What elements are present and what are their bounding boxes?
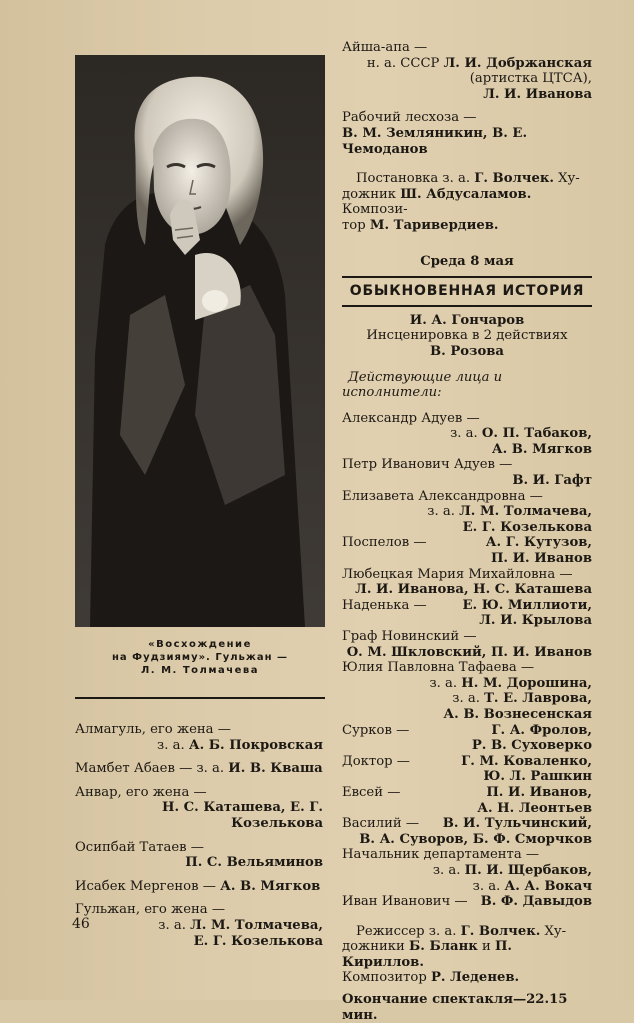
page-number: 46 bbox=[72, 916, 90, 932]
cast-row: Сурков — Г. А. Фролов, bbox=[342, 722, 592, 738]
cast-row: Доктор — Г. М. Коваленко, bbox=[342, 753, 592, 769]
cast-actor: П. С. Вельяминов bbox=[185, 855, 323, 871]
cast-role: Петр Иванович Адуев — bbox=[342, 457, 513, 473]
photo-caption bbox=[75, 638, 325, 677]
cast-role: Юлия Павловна Тафаева — bbox=[342, 660, 535, 676]
cast-role: Александр Адуев — bbox=[342, 410, 480, 426]
caption-line-1: «Восхождение bbox=[148, 639, 252, 650]
cast-actor: Н. С. Каташева, Е. Г. Козелькова bbox=[162, 800, 323, 831]
cast-role: Начальник департамента — bbox=[342, 847, 540, 863]
cast-heading: Действующие лица и исполнители: bbox=[342, 369, 503, 401]
cast-role: Осипбай Татаев — bbox=[75, 839, 204, 855]
cast-actor: Л. И. Иванова bbox=[483, 86, 592, 102]
cast-role: Елизавета Александровна — bbox=[342, 488, 543, 504]
cast-role: Айша-апа — bbox=[342, 40, 428, 55]
cast-row: Иван Иванович — В. Ф. Давыдов bbox=[342, 894, 592, 910]
cast-actor: н. а. СССР Л. И. Добржанская bbox=[366, 55, 592, 71]
cast-actor: Е. Г. Козелькова bbox=[193, 933, 323, 949]
play-adapter: В. Розова bbox=[430, 343, 504, 359]
left-cast-list bbox=[75, 722, 323, 949]
cast-role: Гульжан, его жена — bbox=[75, 902, 226, 918]
left-divider bbox=[75, 697, 325, 699]
ending-time: Окончание спектакля—22.15 мин. bbox=[342, 992, 568, 1023]
play-credits: Режиссер з. а. Г. Волчек. Ху- bbox=[356, 923, 567, 939]
cast-role: Мамбет Абаев — з. а. И. В. Кваша bbox=[75, 761, 323, 777]
right-column: Айша-апа — н. а. СССР Л. И. Добржанская (артистка ЦТСА), Л. И. Иванова Рабочий лесхоза — В. М. Земляникин, В. Е. Чемоданов Постановка з. а. Г. Волчек. Ху- дожник Ш. Абдусаламов. Компози- тор М. Таривердиев. Среда 8 мая ОБЫКНОВЕННАЯ ИСТОРИЯ И. А. Гончаров Инсценировка в 2 действиях В. Розова Действующие лица и исполнители: Александр Адуев — з. а. О. П. Табаков, А. В. Мягков Петр Иванович Адуев — В. И. Гафт Елизавета Александровна — з. а. Л. М. Толмачева, Е. Г. Козелькова Поспелов — А. Г. Кутузов, П. И. Иванов Любецкая Мария Михайловна — Л. И. Иванова, Н. С. Каташева Наденька — Е. Ю. Миллиоти, Л. И. Крылова Граф Новинский — О. М. Шкловский, П. И. Иванов Юлия Павловна Тафаева — з. а. Н. М. Дорошина, з. а. Т. Е. Лаврова, А. В. Вознесенская Сурков — Г. А. Фролов, Р. В. Суховерко Доктор — Г. М. Коваленко, Ю. Л. Рашкин Евсей — П. И. Иванов, А. Н. Леонтьев Василий — В. И. Тульчинский, В. А. Суворов, Б. Ф. Сморчков Начальник департамента — з. а. П. И. Щербаков, з. а. А. А. Вокач Иван Иванович — В. Ф. Давыдов Режиссер з. а. Г. Волчек. Ху- дожники Б. Бланк и П. Кириллов. Композитор Р. Леденев. Окончание спектакля—22.15 мин. bbox=[342, 40, 592, 1023]
cast-role: Анвар, его жена — bbox=[75, 784, 207, 800]
cast-role: Алмагуль, его жена — bbox=[75, 722, 231, 737]
cast-row: Наденька — Е. Ю. Миллиоти, bbox=[342, 597, 592, 613]
cast-note: (артистка ЦТСА), bbox=[469, 71, 592, 87]
caption-line-3: Л. М. Толмачева bbox=[141, 665, 259, 676]
cast-actor: В. М. Земляникин, В. Е. Чемоданов bbox=[342, 125, 528, 157]
cast-role: Граф Новинский — bbox=[342, 629, 477, 644]
play-adaptation: Инсценировка в 2 действиях bbox=[366, 328, 568, 344]
cast-row: Василий — В. И. Тульчинский, bbox=[342, 816, 592, 832]
production-credits: Постановка з. а. Г. Волчек. Ху- bbox=[356, 171, 580, 187]
cast-row: Евсей — П. И. Иванов, bbox=[342, 784, 592, 800]
actress-portrait-photo bbox=[75, 55, 325, 627]
cast-row: Поспелов — А. Г. Кутузов, bbox=[342, 535, 592, 551]
play-title: ОБЫКНОВЕННАЯ ИСТОРИЯ bbox=[349, 283, 585, 300]
caption-line-2: на Фудзияму». Гульжан — bbox=[112, 652, 288, 663]
date-heading: Среда 8 мая bbox=[420, 253, 514, 269]
cast-role: Рабочий лесхоза — bbox=[342, 110, 477, 126]
play-author: И. А. Гончаров bbox=[409, 312, 525, 328]
cast-actor: з. а. А. Б. Покровская bbox=[157, 737, 323, 753]
cast-role: Любецкая Мария Михайловна — bbox=[342, 566, 573, 582]
cast-actor: з. а. Л. М. Толмачева, bbox=[158, 917, 323, 933]
cast-role: Исабек Мергенов — А. В. Мягков bbox=[75, 878, 321, 894]
